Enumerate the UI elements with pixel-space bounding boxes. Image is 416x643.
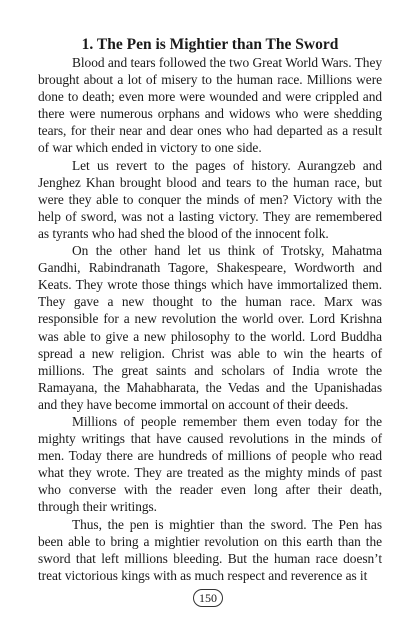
- paragraph-2: Let us revert to the pages of history. Aurangzeb and Jenghez Khan brought blood and tears to the human race, but were they able to conquer the minds of men? Victory with the help of sword, was not a lasting victory. They are remembered as tyrants who had shed the blood of the innocent folk.: [38, 157, 382, 241]
- essay-title: 1. The Pen is Mightier than The Sword: [81, 36, 339, 53]
- paragraph-1: Blood and tears followed the two Great World Wars. They brought about a lot of misery to the human race. Millions were done to death; even more were wounded and were crippled and there were numerous orphans and widows who were shedding tears, for their near and dear ones who had departed as a result of war which ended in victory to one side.: [38, 55, 382, 156]
- paragraph-4: Millions of people remember them even today for the mighty writings that have caused revolutions in the minds of men. Today there are hundreds of millions of people who read what they wrote. They are treated as the mighty minds of past who converse with the reader even long after their death, through their writings.: [38, 413, 382, 515]
- page-number: 150: [193, 589, 223, 607]
- document-page: [38, 36, 382, 584]
- page-footer: [0, 589, 416, 607]
- paragraph-3: On the other hand let us think of Trotsky, Mahatma Gandhi, Rabindranath Tagore, Shakespeare, Wordworth and Keats. They wrote those things which have immortalized them. They gave a new thought to the human race. Marx was responsible for a new revolution the world over. Lord Krishna was able to give a new philosophy to the world. Lord Buddha spread a new religion. Christ was able to win the hearts of millions. The great saints and scholars of India wrote the Ramayana, the Mahabharata, the Vedas and the Upanishadas and they have become immortal on account of their deeds.: [38, 243, 382, 412]
- paragraph-5: Thus, the pen is mightier than the sword. The Pen has been able to bring a mightier revolution on this earth than the sword that left millions bleeding. But the human race doesn’t treat victorious kings with as much respect and reverence as it: [38, 516, 382, 583]
